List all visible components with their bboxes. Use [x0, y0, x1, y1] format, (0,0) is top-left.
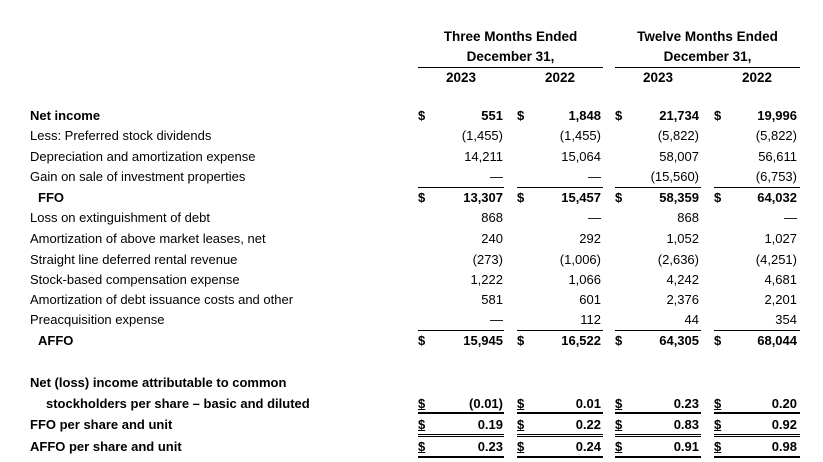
- cell-value: 4,242: [666, 272, 699, 287]
- cell-value: —: [490, 169, 503, 184]
- cell-value: 0.20: [771, 396, 797, 411]
- cell-value: 15,064: [561, 149, 601, 164]
- total-rule: [418, 434, 504, 437]
- header-divider: [418, 67, 603, 68]
- header-three-months-date: December 31,: [466, 49, 555, 64]
- dollar-sign: $: [517, 333, 525, 348]
- cell-value: 19,996: [757, 108, 797, 123]
- row-label: Less: Preferred stock dividends: [30, 128, 212, 143]
- total-rule: [418, 456, 504, 458]
- dollar-sign: $: [418, 108, 426, 123]
- cell-value: 0.98: [771, 439, 797, 454]
- header-three-months: Three Months Ended: [443, 29, 578, 44]
- header-divider: [615, 67, 800, 68]
- total-rule: [615, 330, 701, 331]
- dollar-sign: $: [714, 333, 722, 348]
- cell-value: —: [588, 169, 601, 184]
- cell-value: (5,822): [755, 128, 797, 143]
- cell-value: 0.23: [477, 439, 503, 454]
- row-label: Amortization of above market leases, net: [30, 231, 266, 246]
- cell-value: 16,522: [561, 333, 601, 348]
- row-label: Amortization of debt issuance costs and other: [30, 292, 294, 307]
- row-label: Net income: [30, 108, 101, 123]
- header-twelve-months: Twelve Months Ended: [637, 29, 778, 44]
- dollar-sign: $: [418, 439, 426, 454]
- dollar-sign: $: [517, 417, 525, 432]
- cell-value: 2,201: [764, 292, 797, 307]
- total-rule: [517, 187, 603, 188]
- cell-value: 354: [775, 312, 797, 327]
- dollar-sign: $: [615, 396, 623, 411]
- cell-value: (1,455): [461, 128, 503, 143]
- cell-value: 14,211: [464, 149, 503, 164]
- total-rule: [714, 434, 800, 437]
- cell-value: 64,032: [757, 190, 797, 205]
- dollar-sign: $: [517, 190, 525, 205]
- cell-value: 44: [684, 312, 699, 327]
- dollar-sign: $: [418, 396, 426, 411]
- row-label: Net (loss) income attributable to common: [30, 375, 287, 390]
- cell-value: 15,945: [463, 333, 503, 348]
- cell-value: 2,376: [666, 292, 699, 307]
- total-rule: [517, 412, 603, 414]
- row-label: Stock-based compensation expense: [30, 272, 240, 287]
- total-rule: [615, 187, 701, 188]
- cell-value: (4,251): [755, 252, 797, 267]
- cell-value: (5,822): [657, 128, 699, 143]
- cell-value: 240: [481, 231, 503, 246]
- dollar-sign: $: [714, 439, 722, 454]
- dollar-sign: $: [615, 417, 623, 432]
- cell-value: (6,753): [755, 169, 797, 184]
- cell-value: 56,611: [758, 149, 797, 164]
- total-rule: [615, 456, 701, 458]
- cell-value: 68,044: [757, 333, 797, 348]
- year-header: 2022: [741, 70, 773, 85]
- total-rule: [714, 412, 800, 414]
- cell-value: 0.22: [575, 417, 601, 432]
- row-label: FFO: [38, 190, 64, 205]
- dollar-sign: $: [517, 396, 525, 411]
- cell-value: —: [784, 210, 797, 225]
- cell-value: 4,681: [764, 272, 797, 287]
- row-label: FFO per share and unit: [30, 417, 173, 432]
- cell-value: 0.92: [771, 417, 797, 432]
- cell-value: 21,734: [659, 108, 699, 123]
- dollar-sign: $: [615, 190, 623, 205]
- total-rule: [714, 330, 800, 331]
- cell-value: 551: [481, 108, 503, 123]
- dollar-sign: $: [714, 108, 722, 123]
- row-label: AFFO per share and unit: [30, 439, 182, 454]
- cell-value: (1,455): [559, 128, 601, 143]
- dollar-sign: $: [418, 417, 426, 432]
- cell-value: 1,848: [568, 108, 601, 123]
- total-rule: [615, 434, 701, 437]
- total-rule: [517, 456, 603, 458]
- cell-value: 868: [677, 210, 699, 225]
- total-rule: [418, 187, 504, 188]
- cell-value: 0.83: [673, 417, 699, 432]
- dollar-sign: $: [418, 190, 426, 205]
- cell-value: 868: [481, 210, 503, 225]
- total-rule: [517, 434, 603, 437]
- row-label: Preacquisition expense: [30, 312, 165, 327]
- dollar-sign: $: [714, 190, 722, 205]
- cell-value: 292: [579, 231, 601, 246]
- row-label: AFFO: [38, 333, 74, 348]
- dollar-sign: $: [615, 439, 623, 454]
- cell-value: 0.23: [673, 396, 699, 411]
- row-label: Gain on sale of investment properties: [30, 169, 246, 184]
- cell-value: 0.19: [477, 417, 503, 432]
- total-rule: [714, 187, 800, 188]
- cell-value: 15,457: [561, 190, 601, 205]
- dollar-sign: $: [418, 333, 426, 348]
- cell-value: 112: [580, 312, 601, 327]
- cell-value: (2,636): [657, 252, 699, 267]
- header-twelve-months-date: December 31,: [663, 49, 752, 64]
- cell-value: 0.24: [575, 439, 601, 454]
- year-header: 2022: [544, 70, 576, 85]
- cell-value: —: [588, 210, 601, 225]
- total-rule: [517, 330, 603, 331]
- cell-value: —: [490, 312, 503, 327]
- cell-value: 1,027: [764, 231, 797, 246]
- cell-value: 581: [481, 292, 503, 307]
- row-label: Depreciation and amortization expense: [30, 149, 256, 164]
- cell-value: 601: [579, 292, 601, 307]
- cell-value: (1,006): [559, 252, 601, 267]
- cell-value: (0.01): [469, 396, 503, 411]
- dollar-sign: $: [517, 108, 525, 123]
- cell-value: (273): [472, 252, 503, 267]
- cell-value: 58,359: [659, 190, 699, 205]
- year-header: 2023: [642, 70, 674, 85]
- total-rule: [418, 412, 504, 414]
- cell-value: 0.01: [575, 396, 601, 411]
- dollar-sign: $: [615, 108, 623, 123]
- dollar-sign: $: [714, 417, 722, 432]
- dollar-sign: $: [517, 439, 525, 454]
- row-label: stockholders per share – basic and diluted: [46, 396, 310, 411]
- cell-value: 1,052: [666, 231, 699, 246]
- cell-value: (15,560): [650, 169, 699, 184]
- total-rule: [615, 412, 701, 414]
- cell-value: 13,307: [463, 190, 503, 205]
- dollar-sign: $: [615, 333, 623, 348]
- cell-value: 64,305: [659, 333, 699, 348]
- year-header: 2023: [445, 70, 477, 85]
- row-label: Loss on extinguishment of debt: [30, 210, 210, 225]
- dollar-sign: $: [714, 396, 722, 411]
- cell-value: 58,007: [659, 149, 699, 164]
- cell-value: 1,066: [568, 272, 601, 287]
- cell-value: 1,222: [470, 272, 503, 287]
- total-rule: [714, 456, 800, 458]
- total-rule: [418, 330, 504, 331]
- cell-value: 0.91: [673, 439, 699, 454]
- row-label: Straight line deferred rental revenue: [30, 252, 238, 267]
